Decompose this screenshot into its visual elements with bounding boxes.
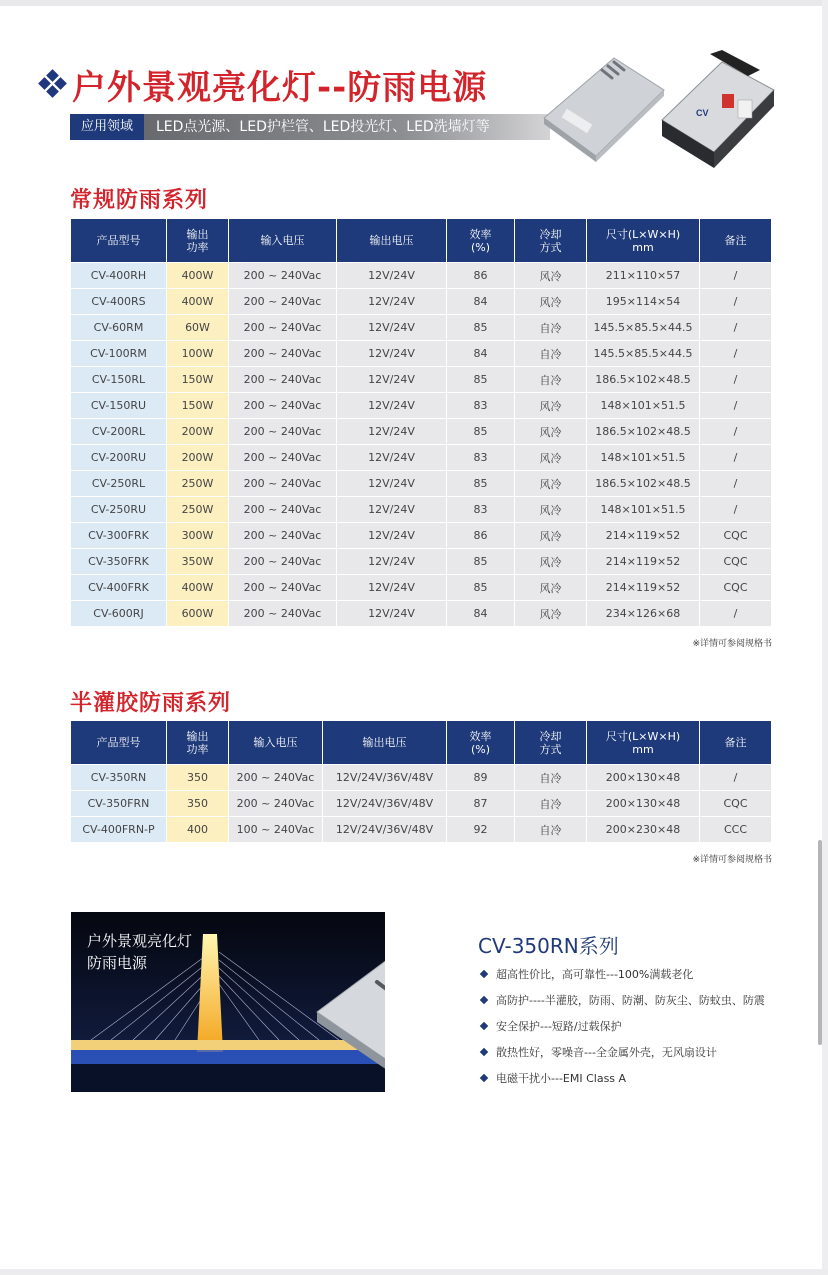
promo-caption-line2: 防雨电源 [87,954,148,972]
application-label: 应用领域 [70,114,144,140]
table-row [71,315,772,341]
table-cell: 自冷 [515,817,587,843]
table-cell: / [700,315,772,341]
table-cell: 200 ~ 240Vac [229,523,337,549]
semi-header-cell: 产品型号 [71,721,167,765]
table-cell: 350 [167,791,229,817]
feature-text: 超高性价比，高可靠性---100%满载老化 [496,968,694,981]
table-cell: 200 ~ 240Vac [229,289,337,315]
regular-header-cell: 冷却 方式 [515,219,587,263]
semi-header-cell: 效率 (%) [447,721,515,765]
page-top-edge [0,0,828,6]
semi-series-table [70,720,772,843]
semi-header-cell: 输出 功率 [167,721,229,765]
table-cell: 200 ~ 240Vac [229,497,337,523]
table-cell: 214×119×52 [587,523,700,549]
table-row [71,419,772,445]
table-cell: 214×119×52 [587,549,700,575]
table-cell: 83 [447,393,515,419]
table-cell: CV-150RL [71,367,167,393]
table-cell: 12V/24V [337,419,447,445]
regular-header-cell: 输出电压 [337,219,447,263]
regular-series-table [70,218,772,627]
feature-item [481,966,693,982]
table-row [71,341,772,367]
table-cell: CV-400FRK [71,575,167,601]
application-text: LED点光源、LED护栏管、LED投光灯、LED洗墙灯等 [156,119,490,135]
page-bottom-edge [0,1269,828,1275]
page-title-text: 户外景观亮化灯--防雨电源 [72,67,488,108]
diamond-bullet-icon [480,1048,488,1056]
table-cell: 234×126×68 [587,601,700,627]
table-cell: 85 [447,367,515,393]
page-right-edge [822,0,828,1275]
series-title: CV-350RN系列 [478,934,619,958]
table-row [71,575,772,601]
table-cell: 12V/24V/36V/48V [323,765,447,791]
power-supply-dark-image [656,50,778,172]
table-cell: CV-250RL [71,471,167,497]
table-cell: 风冷 [515,575,587,601]
table-cell: 12V/24V [337,601,447,627]
table-cell: 145.5×85.5×44.5 [587,341,700,367]
table-cell: 400W [167,575,229,601]
table-row [71,263,772,289]
feature-item [481,1070,626,1086]
table-cell: 12V/24V [337,393,447,419]
table-cell: 200 ~ 240Vac [229,341,337,367]
semi-note: ※详情可参阅规格书 [692,855,772,865]
table-cell: 自冷 [515,791,587,817]
table-cell: / [700,497,772,523]
table-cell: 145.5×85.5×44.5 [587,315,700,341]
table-cell: 83 [447,445,515,471]
regular-header-cell: 产品型号 [71,219,167,263]
table-row [71,765,772,791]
feature-text: 散热性好，零噪音---全金属外壳，无风扇设计 [496,1046,717,1059]
table-cell: CV-100RM [71,341,167,367]
table-cell: 60W [167,315,229,341]
table-cell: 85 [447,419,515,445]
table-cell: 200W [167,445,229,471]
table-row [71,393,772,419]
table-cell: 风冷 [515,549,587,575]
promo-caption-line1: 户外景观亮化灯 [87,932,193,950]
table-row [71,445,772,471]
table-cell: CV-250RU [71,497,167,523]
table-cell: 86 [447,523,515,549]
regular-header-cell: 尺寸(L×W×H) mm [587,219,700,263]
table-cell: 200 ~ 240Vac [229,263,337,289]
table-cell: 风冷 [515,471,587,497]
table-cell: 200×130×48 [587,765,700,791]
table-row [71,817,772,843]
diamond-bullet-icon [480,1022,488,1030]
application-bar [70,114,550,140]
table-cell: 350W [167,549,229,575]
diamond-bullet-icon [480,1074,488,1082]
table-cell: 12V/24V [337,575,447,601]
table-row [71,497,772,523]
table-cell: CV-300FRK [71,523,167,549]
feature-item [481,1018,622,1034]
table-cell: 89 [447,765,515,791]
table-cell: 87 [447,791,515,817]
table-cell: 风冷 [515,523,587,549]
table-cell: 85 [447,549,515,575]
semi-header-row [71,721,772,765]
table-row [71,367,772,393]
table-cell: 200 ~ 240Vac [229,601,337,627]
table-cell: 250W [167,497,229,523]
regular-header-cell: 输出 功率 [167,219,229,263]
table-cell: CQC [700,575,772,601]
table-cell: 200 ~ 240Vac [229,549,337,575]
table-cell: 12V/24V [337,367,447,393]
table-cell: CV-150RU [71,393,167,419]
table-cell: 12V/24V [337,289,447,315]
table-cell: 风冷 [515,497,587,523]
table-cell: 200 ~ 240Vac [229,419,337,445]
table-cell: / [700,471,772,497]
table-cell: 12V/24V/36V/48V [323,791,447,817]
table-cell: CV-400RH [71,263,167,289]
feature-text: 高防护----半灌胶，防雨、防潮、防灰尘、防蚊虫、防震 [496,994,765,1007]
regular-header-cell: 效率 (%) [447,219,515,263]
table-cell: 200 ~ 240Vac [229,471,337,497]
table-cell: CQC [700,549,772,575]
semi-header-cell: 尺寸(L×W×H) mm [587,721,700,765]
table-cell: 84 [447,289,515,315]
semi-series-title: 半灌胶防雨系列 [70,691,232,716]
table-cell: 200 ~ 240Vac [229,765,323,791]
table-cell: 风冷 [515,445,587,471]
table-cell: 600W [167,601,229,627]
scrollbar-thumb[interactable] [818,840,822,1045]
regular-note: ※详情可参阅规格书 [692,639,772,649]
table-cell: 12V/24V [337,315,447,341]
table-cell: 150W [167,367,229,393]
power-supply-silver-image [540,52,668,164]
regular-series-title: 常规防雨系列 [70,188,209,213]
feature-item [481,1044,717,1060]
table-cell: CQC [700,523,772,549]
table-cell: 12V/24V [337,471,447,497]
table-cell: CV-60RM [71,315,167,341]
power-supply-brand-text: CV [696,108,709,118]
regular-header-cell: 备注 [700,219,772,263]
table-cell: 12V/24V [337,549,447,575]
table-cell: 200×230×48 [587,817,700,843]
table-cell: 214×119×52 [587,575,700,601]
table-cell: 400W [167,289,229,315]
table-cell: 风冷 [515,393,587,419]
table-cell: 186.5×102×48.5 [587,419,700,445]
table-cell: / [700,341,772,367]
table-cell: 148×101×51.5 [587,393,700,419]
table-cell: 100 ~ 240Vac [229,817,323,843]
table-cell: 200 ~ 240Vac [229,393,337,419]
table-cell: 86 [447,263,515,289]
table-cell: 92 [447,817,515,843]
table-cell: 150W [167,393,229,419]
table-cell: 148×101×51.5 [587,497,700,523]
page-title [40,62,487,106]
table-cell: / [700,765,772,791]
feature-text: 安全保护---短路/过载保护 [496,1020,622,1033]
table-row [71,523,772,549]
table-cell: 自冷 [515,367,587,393]
table-cell: 200 ~ 240Vac [229,315,337,341]
semi-header-cell: 备注 [700,721,772,765]
table-cell: 自冷 [515,765,587,791]
table-row [71,289,772,315]
table-cell: 400 [167,817,229,843]
table-row [71,549,772,575]
table-cell: 84 [447,341,515,367]
table-cell: 186.5×102×48.5 [587,367,700,393]
semi-header-cell: 输入电压 [229,721,323,765]
table-cell: 300W [167,523,229,549]
table-cell: 85 [447,315,515,341]
table-cell: CV-600RJ [71,601,167,627]
table-cell: 200W [167,419,229,445]
table-cell: 200 ~ 240Vac [229,367,337,393]
table-cell: 200 ~ 240Vac [229,791,323,817]
table-cell: 风冷 [515,263,587,289]
semi-header-cell: 冷却 方式 [515,721,587,765]
table-cell: 200 ~ 240Vac [229,575,337,601]
feature-text: 电磁干扰小---EMI Class A [496,1072,627,1085]
table-cell: CQC [700,791,772,817]
table-cell: 风冷 [515,289,587,315]
table-cell: CV-350FRK [71,549,167,575]
bridge-night-photo [71,912,385,1092]
table-cell: 风冷 [515,419,587,445]
table-cell: 12V/24V [337,497,447,523]
table-cell: 84 [447,601,515,627]
table-cell: 100W [167,341,229,367]
table-cell: / [700,419,772,445]
table-cell: CV-200RL [71,419,167,445]
table-cell: / [700,289,772,315]
table-cell: / [700,601,772,627]
regular-header-row [71,219,772,263]
table-cell: 350 [167,765,229,791]
table-cell: 12V/24V [337,523,447,549]
table-cell: 85 [447,471,515,497]
table-cell: CV-350FRN [71,791,167,817]
table-cell: 148×101×51.5 [587,445,700,471]
regular-table-body [71,263,772,627]
table-cell: 195×114×54 [587,289,700,315]
table-cell: 12V/24V/36V/48V [323,817,447,843]
table-cell: 风冷 [515,601,587,627]
regular-header-cell: 输入电压 [229,219,337,263]
semi-header-cell: 输出电压 [323,721,447,765]
table-cell: 186.5×102×48.5 [587,471,700,497]
semi-table-body [71,765,772,843]
table-cell: CV-350RN [71,765,167,791]
table-cell: 12V/24V [337,341,447,367]
table-cell: 12V/24V [337,445,447,471]
table-cell: / [700,445,772,471]
table-cell: 自冷 [515,341,587,367]
table-cell: 250W [167,471,229,497]
table-cell: 211×110×57 [587,263,700,289]
table-cell: 83 [447,497,515,523]
table-cell: 12V/24V [337,263,447,289]
table-cell: 200×130×48 [587,791,700,817]
feature-item [481,992,765,1008]
table-row [71,601,772,627]
table-cell: CV-200RU [71,445,167,471]
table-cell: 400W [167,263,229,289]
table-cell: / [700,367,772,393]
diamond-cluster-icon [40,71,66,97]
table-cell: CCC [700,817,772,843]
diamond-bullet-icon [480,970,488,978]
table-cell: / [700,393,772,419]
table-cell: 自冷 [515,315,587,341]
table-row [71,471,772,497]
table-cell: 200 ~ 240Vac [229,445,337,471]
table-cell: CV-400RS [71,289,167,315]
table-cell: 85 [447,575,515,601]
table-row [71,791,772,817]
table-cell: / [700,263,772,289]
diamond-bullet-icon [480,996,488,1004]
table-cell: CV-400FRN-P [71,817,167,843]
